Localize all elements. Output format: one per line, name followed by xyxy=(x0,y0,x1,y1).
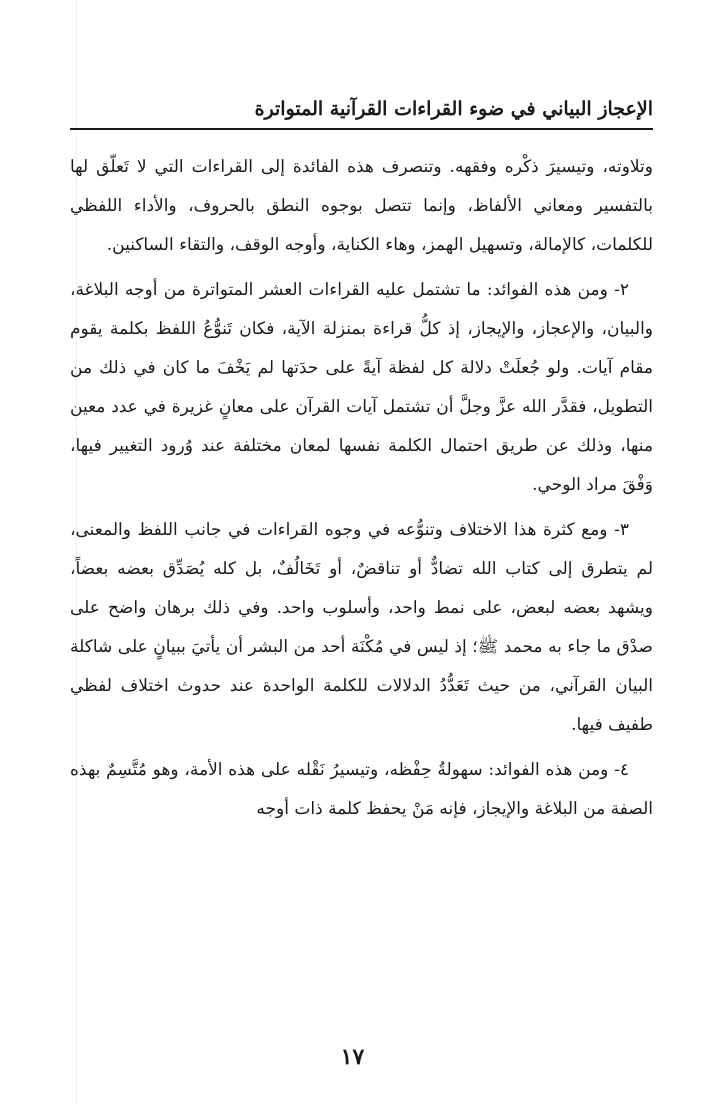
running-header xyxy=(70,94,653,130)
paragraph-1: وتلاوته، وتيسيرَ ذكْره وفقهه. وتنصرف هذه الفائدة إلى القراءات التي لا تَعلّق لها بالتفسير ومعاني الألفاظ، وإنما تتصل بوجوه النطق بالحروف، والأداء اللفظي للكلمات، كالإمالة، وتسهيل الهمز، وهاء الكناية، وأوجه الوقف، والتقاء الساكنين. xyxy=(70,157,653,255)
header-rule xyxy=(70,128,653,130)
paragraph-3: ٣- ومع كثرة هذا الاختلاف وتنوُّعه في وجوه القراءات في جانب اللفظ والمعنى، لم يتطرق إلى كتاب الله تضادٌّ أو تناقضٌ، أو تَخَالُفٌ، بل كله يُصَدِّق بعضه بعضاً، ويشهد بعضه لبعض، على نمط واحد، وأسلوب واحد. وفي ذلك برهان واضح على صدْق ما جاء به محمد ﷺ؛ إذ ليس في مُكْنَة أحد من البشر أن يأتيَ ببيانٍ على شاكلة البيان القرآني، من حيث تَعَدُّدُ الدلالات للكلمة الواحدة عند حدوث اختلاف لفظي طفيف فيها. xyxy=(70,520,653,735)
paragraph-4: ٤- ومن هذه الفوائد: سهولةُ حِفْظه، وتيسيرُ نَقْله على هذه الأمة، وهو مُتَّسِمٌ بهذه الصفة من البلاغة والإيجاز، فإنه مَنْ يحفظ كلمة ذات أوجه xyxy=(70,760,653,819)
page-number: ١٧ xyxy=(340,1044,365,1070)
running-header-title: الإعجاز البياني في ضوء القراءات القرآنية المتواترة xyxy=(254,98,653,120)
body-text xyxy=(70,148,653,835)
paragraph-2: ٢- ومن هذه الفوائد: ما تشتمل عليه القراءات العشر المتواترة من أوجه البلاغة، والبيان، والإعجاز، والإيجاز، إذ كلُّ قراءة بمنزلة الآية، فكان تَنوُّعُ اللفظ بكلمة يقوم مقام آيات. ولو جُعلَتْ دلالة كل لفظة آيةً على حدَتها لم يَخْفَ ما كان في ذلك من التطويل، فقدَّر الله عزَّ وجلَّ أن تشتمل آيات القرآن على معانٍ غزيرة في عدد معين منها، وذلك عن طريق احتمال الكلمة نفسها لمعان مختلفة عند وُرود التغيير فيها، وَفْقَ مراد الوحي. xyxy=(70,280,653,495)
